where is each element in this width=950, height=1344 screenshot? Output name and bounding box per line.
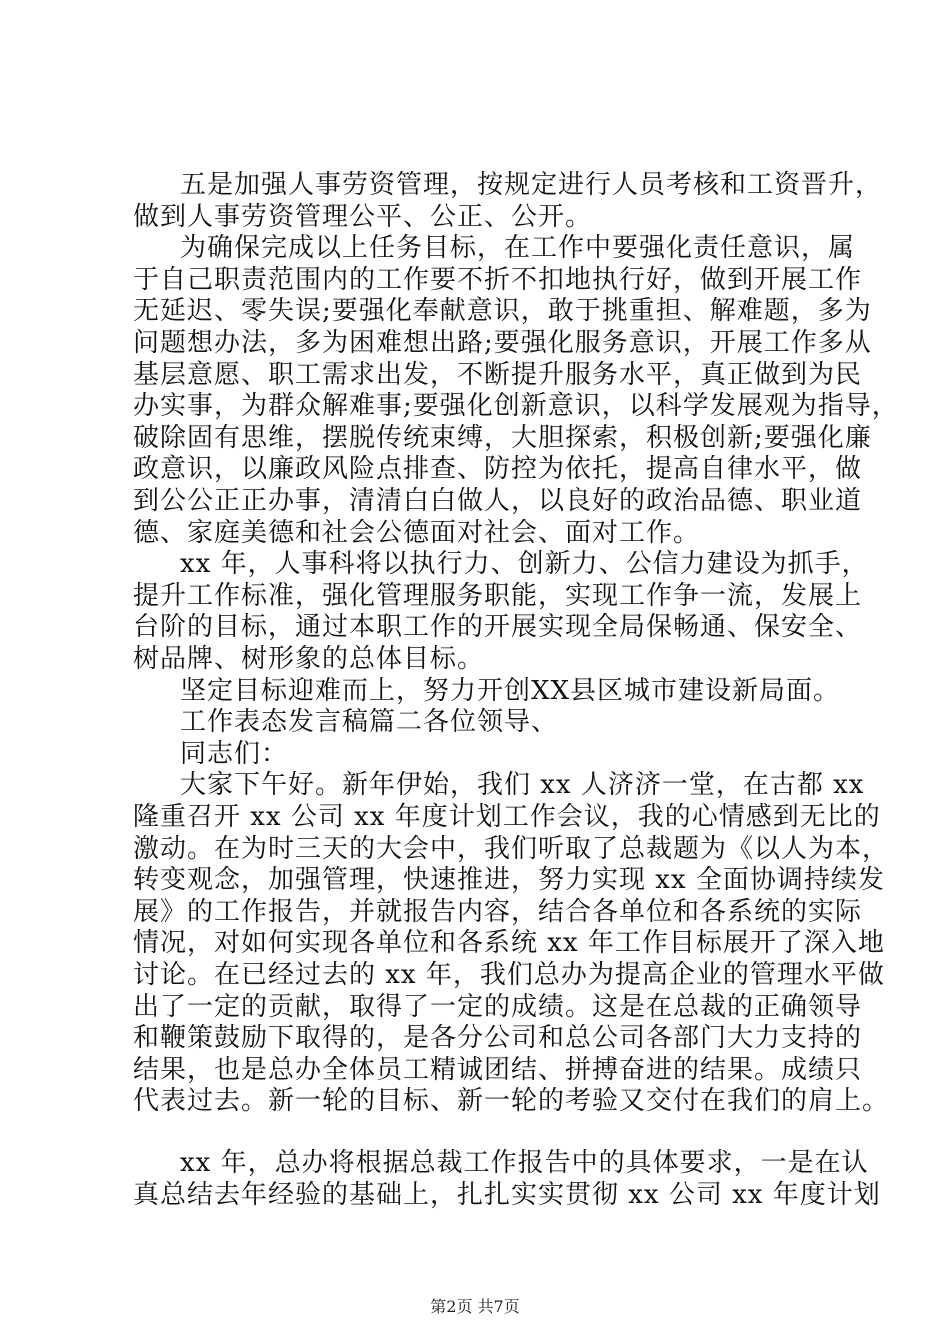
- text-line: 到公公正正办事，清清白白做人，以良好的政治品德、职业道: [133, 486, 863, 516]
- text-line: 政意识，以廉政风险点排查、防控为依托，提高自律水平，做: [133, 454, 863, 484]
- text-line: xx 年，总办将根据总裁工作报告中的具体要求，一是在认: [180, 1148, 869, 1178]
- text-line: 隆重召开 xx 公司 xx 年度计划工作会议，我的心情感到无比的: [133, 802, 881, 832]
- text-line: 为确保完成以上任务目标，在工作中要强化责任意识，属: [180, 233, 856, 263]
- text-line: 大家下午好。新年伊始，我们 xx 人济济一堂，在古都 xx: [180, 770, 865, 800]
- text-line: 无延迟、零失误;要强化奉献意识，敢于挑重担、解难题，多为: [133, 296, 872, 326]
- text-line: xx 年，人事科将以执行力、创新力、公信力建设为抓手，: [180, 549, 869, 579]
- text-line: 和鞭策鼓励下取得的，是各分公司和总公司各部门大力支持的: [133, 1023, 863, 1053]
- text-line: 办实事，为群众解难事;要强化创新意识，以科学发展观为指导，: [133, 391, 899, 421]
- text-line: 展》的工作报告，并就报告内容，结合各单位和各系统的实际: [133, 897, 863, 927]
- text-line: 工作表态发言稿篇二各位领导、: [180, 707, 559, 737]
- text-line: 树品牌、树形象的总体目标。: [133, 644, 485, 674]
- text-line: 转变观念，加强管理，快速推进，努力实现 xx 全面协调持续发: [133, 865, 885, 895]
- text-line: 情况，对如何实现各单位和各系统 xx 年工作目标展开了深入地: [133, 928, 885, 958]
- text-line: 结果，也是总办全体员工精诚团结、拼搏奋进的结果。成绩只: [133, 1055, 863, 1085]
- text-line: 问题想办法，多为困难想出路;要强化服务意识，开展工作多从: [133, 328, 872, 358]
- text-line: 于自己职责范围内的工作要不折不扣地执行好，做到开展工作: [133, 265, 863, 295]
- text-line: 代表过去。新一轮的目标、新一轮的考验又交付在我们的肩上。: [133, 1086, 890, 1116]
- text-line: 台阶的目标，通过本职工作的开展实现全局保畅通、保安全、: [133, 612, 863, 642]
- text-line: 坚定目标迎难而上，努力开创XX县区城市建设新局面。: [180, 676, 841, 706]
- text-line: 五是加强人事劳资管理，按规定进行人员考核和工资晋升，: [180, 170, 883, 200]
- text-line: 破除固有思维，摆脱传统束缚，大胆探索，积极创新;要强化廉: [133, 423, 872, 453]
- page-number-footer: 第2页 共7页: [430, 1297, 520, 1316]
- text-line: 提升工作标准，强化管理服务职能，实现工作争一流，发展上: [133, 581, 863, 611]
- text-line: 德、家庭美德和社会公德面对社会、面对工作。: [133, 518, 701, 548]
- text-line: 出了一定的贡献，取得了一定的成绩。这是在总裁的正确领导: [133, 992, 863, 1022]
- text-line: 讨论。在已经过去的 xx 年，我们总办为提高企业的管理水平做: [133, 960, 885, 990]
- text-line: 做到人事劳资管理公平、公正、公开。: [133, 202, 593, 232]
- text-line: 激动。在为时三天的大会中，我们听取了总裁题为《以人为本，: [133, 834, 890, 864]
- text-line: 基层意愿、职工需求出发，不断提升服务水平，真正做到为民: [133, 360, 863, 390]
- text-line: 真总结去年经验的基础上，扎扎实实贯彻 xx 公司 xx 年度计划: [133, 1180, 881, 1210]
- text-line: 同志们：: [180, 739, 289, 769]
